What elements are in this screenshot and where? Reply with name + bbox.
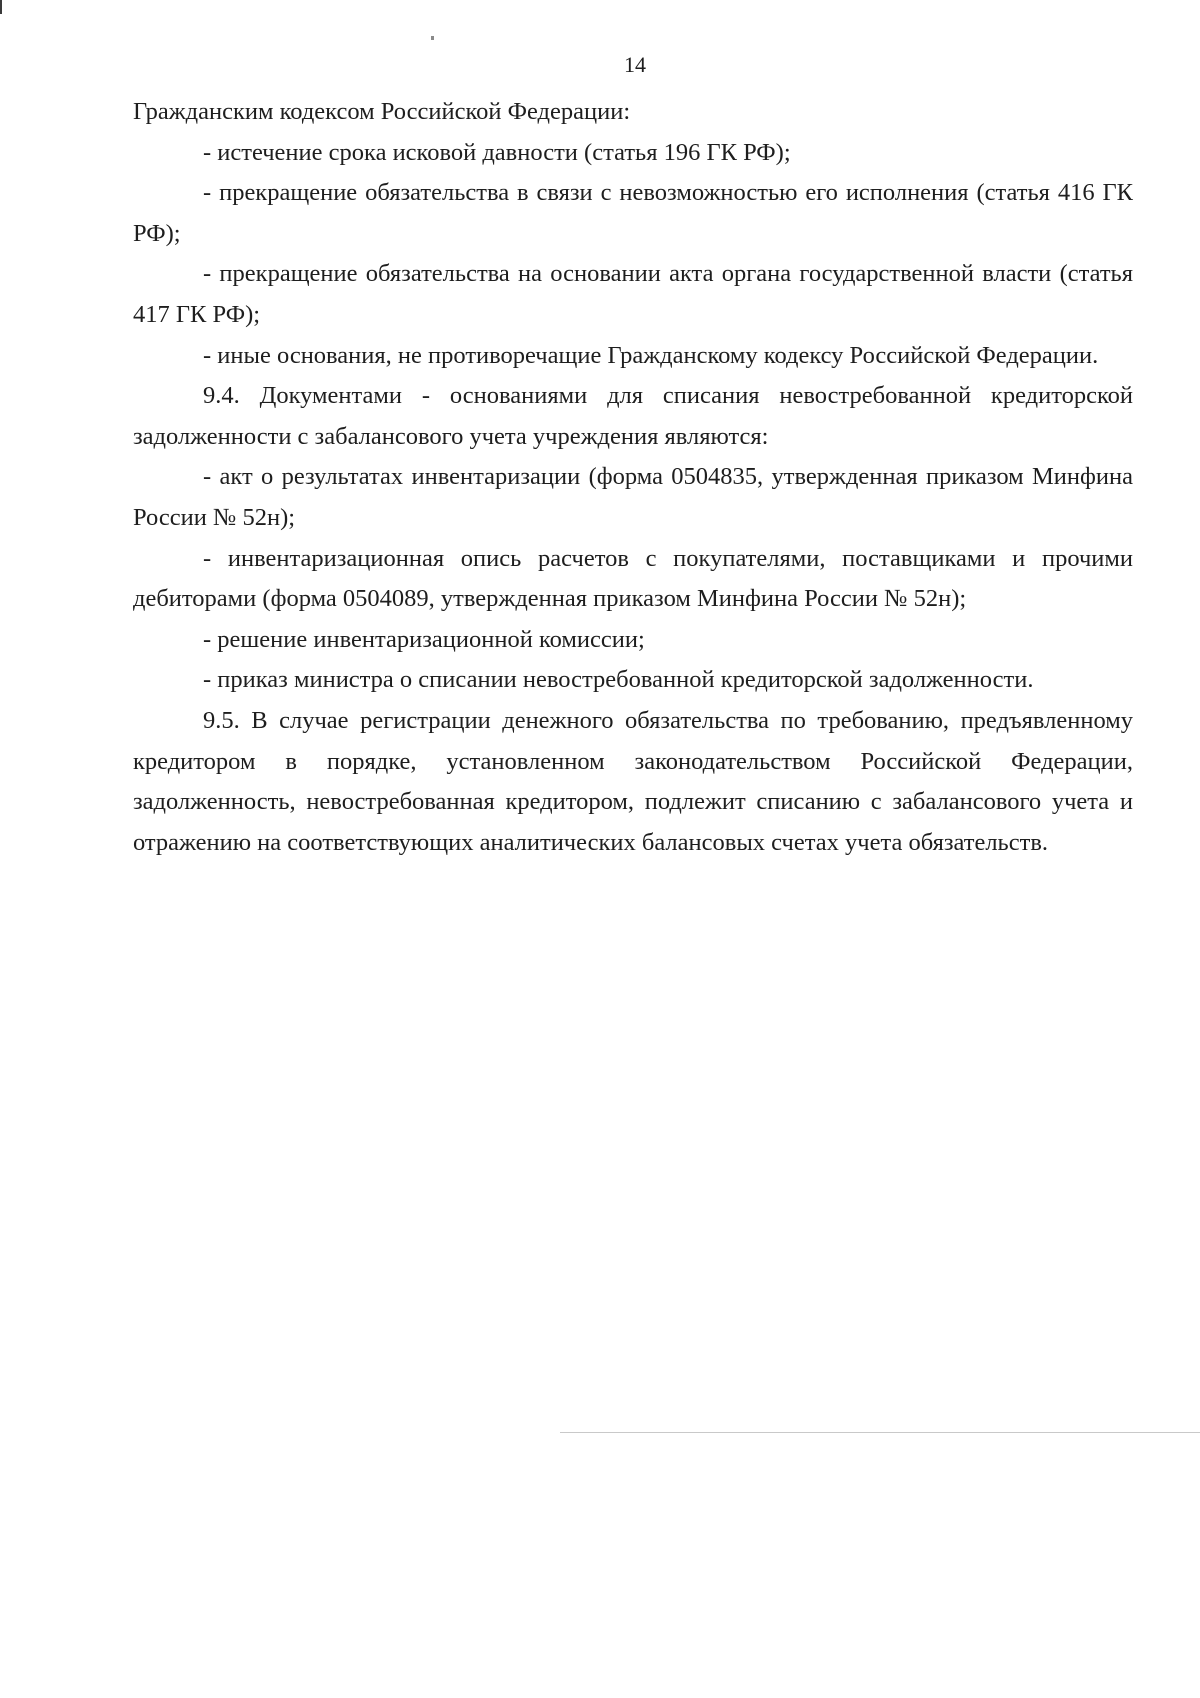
- paragraph: - инвентаризационная опись расчетов с покупателями, поставщиками и прочими дебиторами (форма 0504089, утвержденная приказом Минфина России № 52н);: [133, 544, 1133, 613]
- paragraph: - акт о результатах инвентаризации (форма 0504835, утвержденная приказом Минфина России № 52н);: [133, 463, 1133, 531]
- scan-speck: [431, 36, 434, 40]
- scan-artifact-line: [560, 1432, 1200, 1433]
- body-text: [133, 92, 1133, 863]
- paragraph: - прекращение обязательства на основании акта органа государственной власти (статья 417 ГК РФ);: [133, 260, 1133, 328]
- paragraph: - истечение срока исковой давности (статья 196 ГК РФ);: [203, 138, 791, 166]
- paragraph: 9.4. Документами - основаниями для списания невостребованной кредиторской задолженности с забалансового учета учреждения являются:: [133, 382, 1133, 450]
- scan-edge-mark: [0, 0, 2, 14]
- paragraph: Гражданским кодексом Российской Федерации:: [133, 98, 631, 125]
- paragraph: 9.5. В случае регистрации денежного обязательства по требованию, предъявленному кредитором в порядке, установленном законодательством Российской Федерации, задолженность, невостребованная кредитором, подлежит списанию с забалансового учета и отражению на соответствующих аналитических балансовых счетах учета обязательств.: [133, 706, 1133, 856]
- paragraph: - иные основания, не противоречащие Гражданскому кодексу Российской Федерации.: [203, 341, 1099, 369]
- paragraph: - прекращение обязательства в связи с невозможностью его исполнения (статья 416 ГК РФ);: [133, 179, 1133, 247]
- paragraph: - приказ министра о списании невостребованной кредиторской задолженности.: [203, 666, 1034, 694]
- paragraph: - решение инвентаризационной комиссии;: [203, 625, 645, 653]
- page-number: 14: [624, 52, 646, 77]
